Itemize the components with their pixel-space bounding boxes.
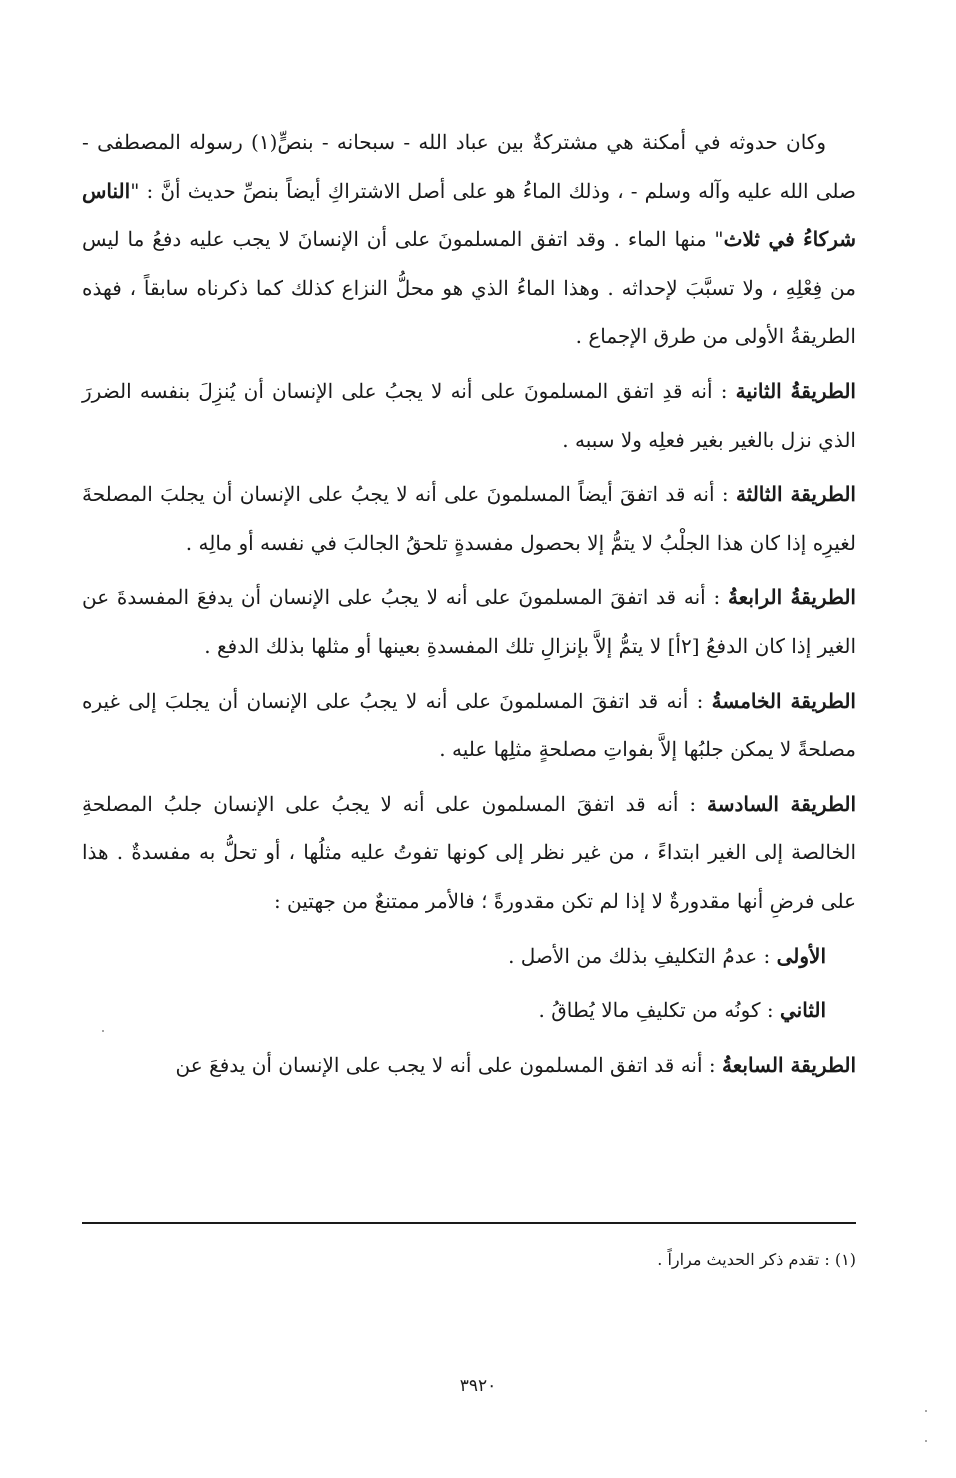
text-run: : عدمُ التكليفِ بذلك من الأصل . bbox=[508, 943, 777, 968]
paragraph-method-6 bbox=[82, 780, 856, 926]
method-heading: الطريقةُ الثانية bbox=[735, 378, 856, 403]
method-heading: الطريقة الخامسةُ bbox=[711, 688, 856, 713]
paragraph-method-7 bbox=[82, 1041, 856, 1090]
method-heading: الطريقة السابعةُ bbox=[722, 1052, 856, 1077]
paragraph-aspect-1 bbox=[82, 932, 856, 981]
text-run: : أنه قد اتفقَ المسلمونَ على أنه لا يجبُ على الإنسان أن يدفعَ المفسدةَ عن الغير إذا كان الدفعُ [٢أ] لا يتمُّ إلاَّ بإنزالِ تلك المفسدةِ بعينها أو مثلها بذلك الدفع . bbox=[82, 585, 856, 658]
aspect-heading: الثاني bbox=[779, 998, 826, 1023]
text-run: : أنه قدِ اتفق المسلمونَ على أنه لا يجبُ على الإنسان أن يُنزِلَ بنفسه الضررَ الذي نزل بالغير بغير فعلِه ولا سببه . bbox=[82, 378, 856, 452]
paragraph-method-3 bbox=[82, 470, 856, 567]
method-heading: الطريقةُ الرابعةُ bbox=[727, 585, 856, 610]
text-run: : كونُه من تكليفِ مالا يُطاقُ . bbox=[538, 998, 780, 1023]
method-heading: الطريقة الثالثة bbox=[735, 482, 856, 507]
method-heading: الطريقة السادسة bbox=[707, 791, 856, 816]
hadith-quote: الناس شركاءُ في ثلاث bbox=[82, 178, 856, 252]
text-run: : أنه قد اتفق المسلمون على أنه لا يجب على الإنسان أن يدفعَ عن bbox=[175, 1052, 723, 1077]
text-run: وكان حدوثه في أمكنة هي مشتركةٌ بين عباد الله - سبحانه - بنصٍّ(١) رسوله المصطفى - صلى الله عليه وآله وسلم - ، وذلك الماءُ هو على أصل الاشتراكِ أيضاً بنصِّ حديث أنَّ : " bbox=[82, 130, 856, 203]
text-run: : أنه قد اتفقَ المسلمونَ على أنه لا يجبُ على الإنسان أن يجلبَ إلى غيره مصلحةً لا يمكن جلبُها إلاَّ بفواتِ مصلحةٍ مثلِها عليه . bbox=[82, 688, 856, 762]
paragraph-intro bbox=[82, 118, 856, 361]
paragraph-aspect-2 bbox=[82, 986, 856, 1035]
aspect-heading: الأولى bbox=[776, 943, 826, 968]
page-number: ٣٩٢٠ bbox=[459, 1376, 497, 1396]
footnote: (١) : تقدم ذكر الحديث مراراً . bbox=[657, 1250, 856, 1269]
text-run: : أنه قد اتفقَ المسلمون على أنه لا يجبُ على الإنسان جلبُ المصلحةِ الخالصة إلى الغير ابتداءً ، من غير نظر إلى كونها تفوتُ عليه مثلُها ، أو تحلُّ به مفسدةٌ . هذا على فرضِ أنها مقدورةٌ لا إذا لم تكن مقدورةً ؛ فالأمر ممتنعٌ من جهتين : bbox=[82, 791, 856, 913]
paragraph-method-4 bbox=[82, 573, 856, 670]
paragraph-method-2 bbox=[82, 367, 856, 464]
scan-speck bbox=[102, 1030, 104, 1032]
text-run: : أنه قد اتفقَ أيضاً المسلمونَ على أنه لا يجبُ على الإنسان أن يجلبَ المصلحةَ لغيرِه إذا كان هذا الجلْبُ لا يتمُّ إلا بحصول مفسدةٍ تلحقُ الجالبَ في نفسه أو مالِه . bbox=[82, 482, 856, 555]
scan-speck bbox=[925, 1410, 927, 1412]
body-text bbox=[82, 118, 856, 1095]
paragraph-method-5 bbox=[82, 677, 856, 774]
text-run: " منها الماء . وقد اتفق المسلمونَ على أن الإنسانَ لا يجب عليه دفعُ ما ليس من فِعْلِهِ ، ولا تسبَّبَ لإحداثه . وهذا الماءُ الذي هو محلُّ النزاع كذلك كما ذكرناه سابقاً ، فهذه الطريقةُ الأولى من طرق الإجماع . bbox=[82, 227, 856, 349]
scan-speck bbox=[925, 1440, 927, 1442]
footnote-divider bbox=[82, 1222, 856, 1224]
